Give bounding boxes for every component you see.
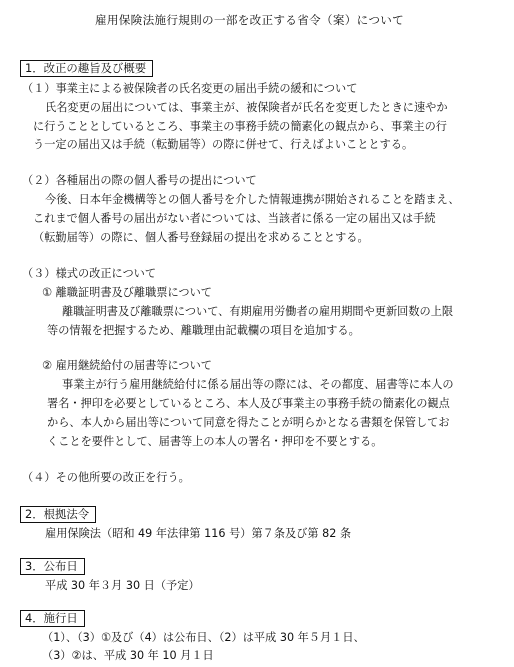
item-1-line-2: に行うこととしているところ、事業主の事務手続の簡素化の観点から、事業主の行 [33, 120, 447, 133]
item-3-sub-2-line-1: 事業主が行う雇用継続給付に係る届出等の際には、その都度、届書等に本人の [62, 378, 454, 391]
item-3-sub-2-line-2: 署名・押印を必要としているところ、本人及び事業主の事務手続の簡素化の観点 [47, 397, 450, 410]
section-4-heading: 4．施行日 [20, 610, 85, 627]
item-2-line-3: （転勤届等）の際に、個人番号登録届の提出を求めることとする。 [33, 231, 369, 244]
item-3-sub-1-heading: ① 離職証明書及び離職票について [42, 286, 212, 299]
item-4-heading: （４）その他所要の改正を行う。 [22, 471, 190, 484]
section-3-text: 平成 30 年３月 30 日（予定） [45, 579, 200, 592]
section-4-line-2: （3）②は、平成 30 年 10 月１日 [42, 649, 214, 662]
item-3-sub-2-line-4: くことを要件として、届書等上の本人の署名・押印を不要とする。 [47, 435, 383, 448]
item-2-heading: （２）各種届出の際の個人番号の提出について [22, 174, 257, 187]
item-3-heading: （３）様式の改正について [22, 267, 157, 280]
document-title: 雇用保険法施行規則の一部を改正する省令（案）について [95, 13, 405, 27]
item-1-heading: （１）事業主による被保険者の氏名変更の届出手続の緩和について [22, 82, 358, 95]
item-1-line-3: う一定の届出又は手続（転勤届等）の際に併せて、行えばよいこととする。 [33, 138, 414, 151]
item-3-sub-2-line-3: から、本人から届出等について同意を得たことが明らかとなる書類を保管してお [47, 416, 450, 429]
section-4-line-1: （1）、（3）①及び（4）は公布日、（2）は平成 30 年５月１日、 [42, 631, 365, 644]
item-2-line-2: これまで個人番号の届出がない者については、当該者に係る一定の届出又は手続 [33, 212, 436, 225]
section-2-heading: 2．根拠法令 [20, 506, 96, 523]
section-3-heading: 3．公布日 [20, 558, 85, 575]
item-3-sub-1-line-1: 離職証明書及び離職票について、有期雇用労働者の雇用期間や更新回数の上限 [62, 305, 454, 318]
section-1-heading: 1．改正の趣旨及び概要 [20, 60, 153, 77]
item-3-sub-1-line-2: 等の情報を把握するため、離職理由記載欄の項目を追加する。 [47, 324, 360, 337]
section-2-text: 雇用保険法（昭和 49 年法律第 116 号）第７条及び第 82 条 [45, 527, 352, 540]
item-3-sub-2-heading: ② 雇用継続給付の届書等について [42, 359, 212, 372]
item-2-line-1: 今後、日本年金機構等との個人番号を介した情報連携が開始されることを踏まえ、 [45, 193, 460, 206]
item-1-line-1: 氏名変更の届出については、事業主が、被保険者が氏名を変更したときに速やか [45, 101, 448, 114]
